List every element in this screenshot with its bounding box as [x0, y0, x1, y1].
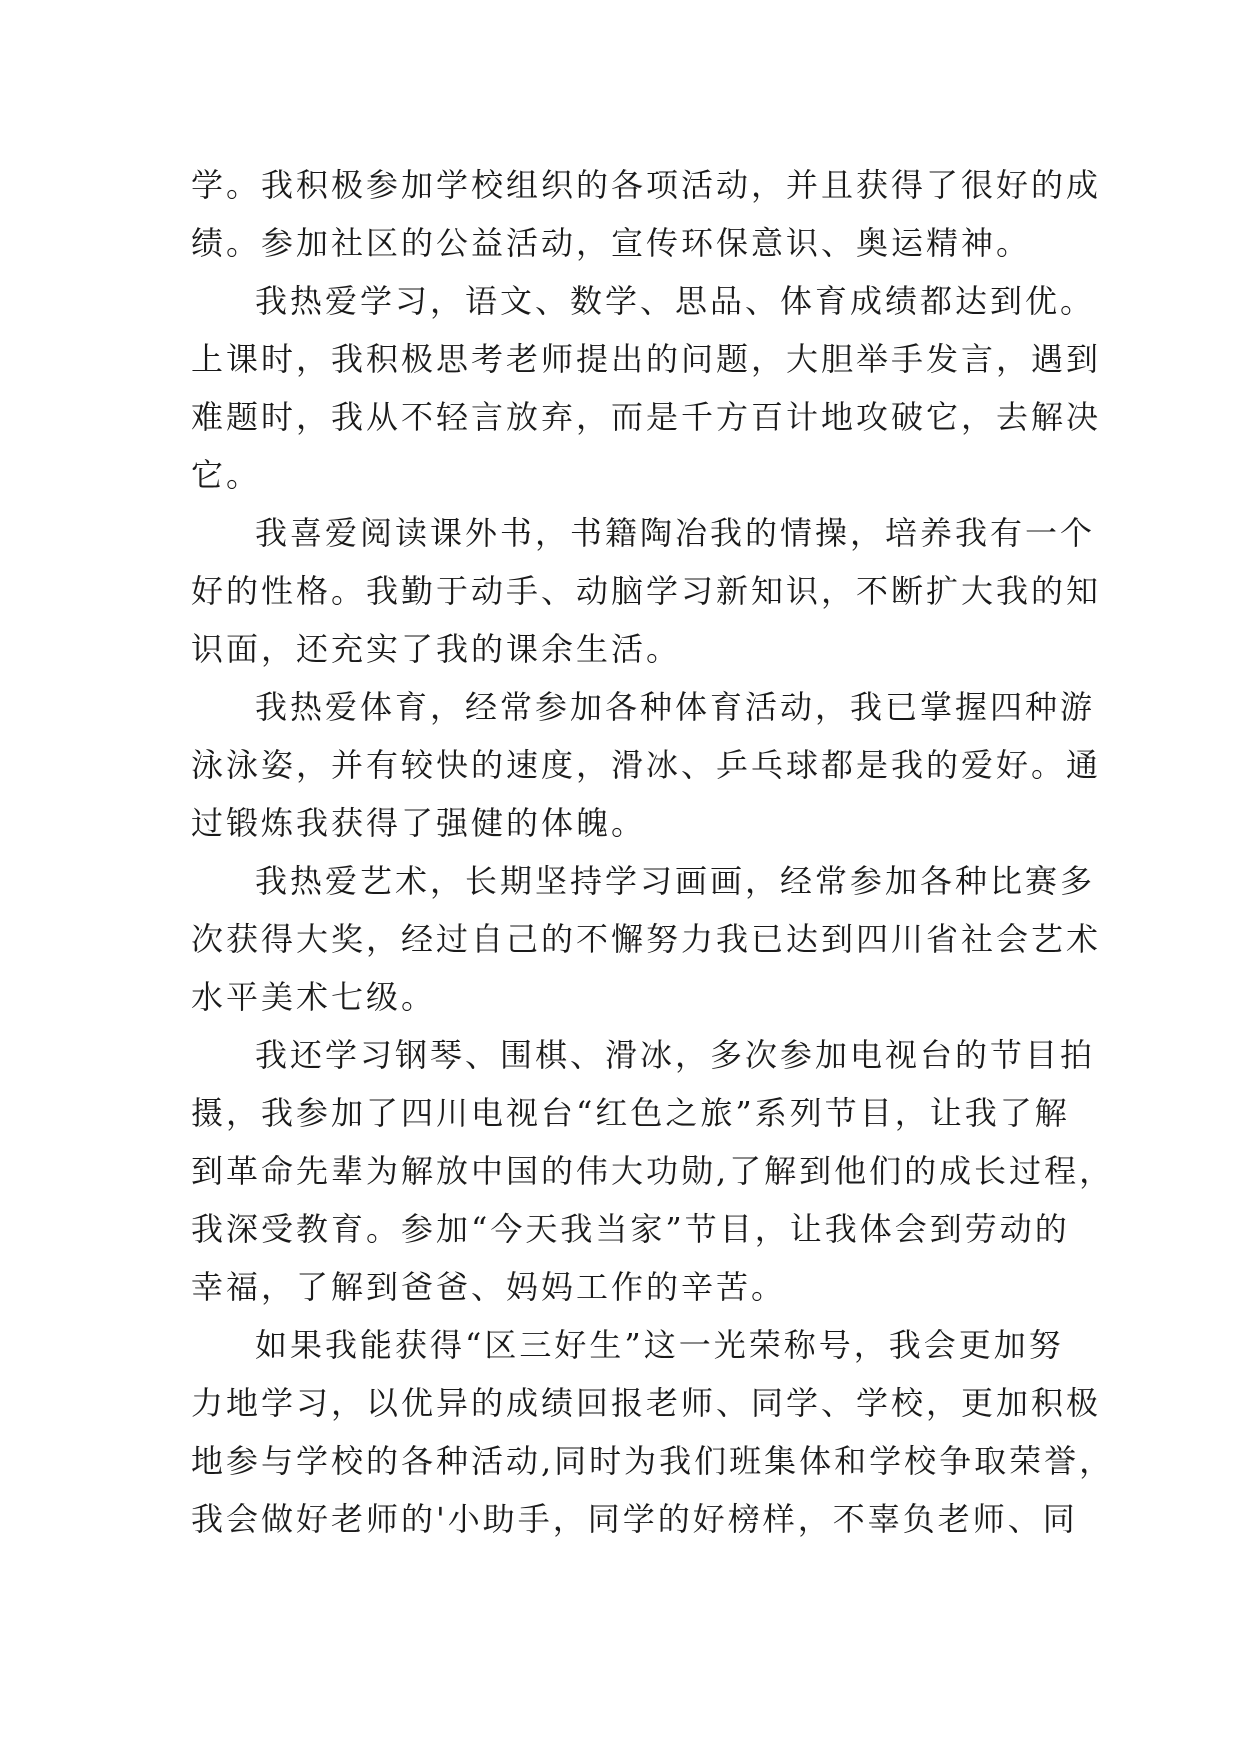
text-line: 水平美术七级。	[191, 978, 437, 1016]
text-line: 我喜爱阅读课外书，书籍陶冶我的情操，培养我有一个	[255, 514, 1096, 552]
text-line: 上课时，我积极思考老师提出的问题，大胆举手发言，遇到	[191, 340, 1102, 378]
text-line: 次获得大奖，经过自己的不懈努力我已达到四川省社会艺术	[191, 920, 1102, 958]
paragraph	[191, 852, 1102, 1026]
text-line: 识面，还充实了我的课余生活。	[191, 630, 682, 668]
paragraph	[191, 504, 1102, 678]
text-line: 幸福，了解到爸爸、妈妈工作的辛苦。	[191, 1268, 787, 1306]
text-line: 我热爱学习，语文、数学、思品、体育成绩都达到优。	[255, 282, 1096, 320]
text-line: 地参与学校的各种活动,同时为我们班集体和学校争取荣誉，	[191, 1442, 1115, 1480]
text-line: 如果我能获得“区三好生”这一光荣称号，我会更加努	[255, 1326, 1064, 1364]
text-line: 我还学习钢琴、围棋、滑冰，多次参加电视台的节目拍	[255, 1036, 1096, 1074]
text-line: 我热爱体育，经常参加各种体育活动，我已掌握四种游	[255, 688, 1096, 726]
text-line: 泳泳姿，并有较快的速度，滑冰、乒乓球都是我的爱好。通	[191, 746, 1102, 784]
text-line: 我深受教育。参加“今天我当家”节目，让我体会到劳动的	[191, 1210, 1070, 1248]
text-line: 学。我积极参加学校组织的各项活动，并且获得了很好的成	[191, 166, 1102, 204]
text-line: 力地学习，以优异的成绩回报老师、同学、学校，更加积极	[191, 1384, 1102, 1422]
document-body	[191, 156, 1115, 1548]
text-line: 难题时，我从不轻言放弃，而是千方百计地攻破它，去解决	[191, 398, 1102, 436]
text-line: 摄，我参加了四川电视台“红色之旅”系列节目，让我了解	[191, 1094, 1070, 1132]
text-line: 过锻炼我获得了强健的体魄。	[191, 804, 647, 842]
paragraph	[191, 1316, 1115, 1548]
text-line: 好的性格。我勤于动手、动脑学习新知识，不断扩大我的知	[191, 572, 1102, 610]
text-line: 我会做好老师的'小助手，同学的好榜样，不辜负老师、同	[191, 1500, 1078, 1538]
paragraph	[191, 272, 1102, 504]
text-line: 我热爱艺术，长期坚持学习画画，经常参加各种比赛多	[255, 862, 1096, 900]
paragraph	[191, 1026, 1115, 1316]
text-line: 绩。参加社区的公益活动，宣传环保意识、奥运精神。	[191, 224, 1032, 262]
paragraph	[191, 678, 1102, 852]
text-line: 它。	[191, 456, 262, 494]
paragraph	[191, 156, 1102, 272]
text-line: 到革命先辈为解放中国的伟大功勋,了解到他们的成长过程，	[191, 1152, 1115, 1190]
